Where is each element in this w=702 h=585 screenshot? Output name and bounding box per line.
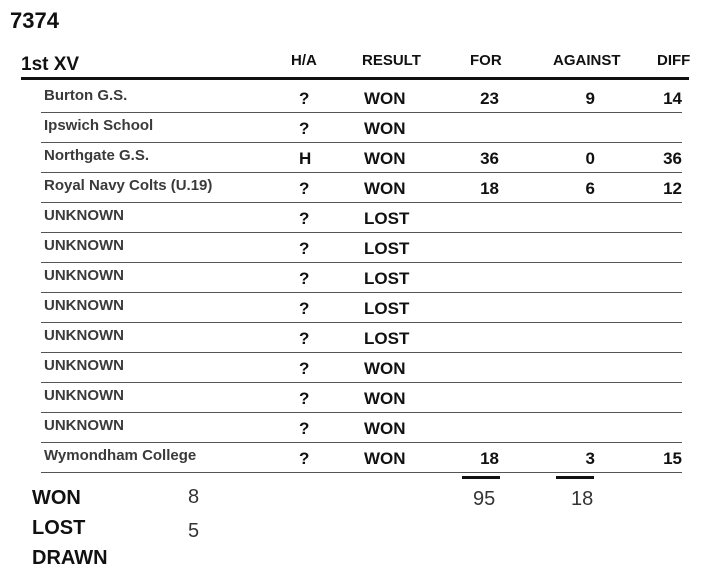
points-diff: 12 (663, 179, 682, 198)
opponent-name: UNKNOWN (44, 297, 124, 314)
header-for: FOR (470, 52, 502, 69)
table-row (41, 173, 682, 203)
table-row (41, 353, 682, 383)
points-diff: 14 (663, 89, 682, 108)
opponent-name: UNKNOWN (44, 387, 124, 404)
header-home-away: H/A (291, 52, 317, 69)
for-total-rule (462, 476, 500, 479)
header-diff: DIFF (657, 52, 691, 69)
result: WON (364, 449, 406, 468)
season-title: 7374 (10, 8, 59, 33)
team-name: 1st XV (21, 54, 80, 75)
summary-lost-label: LOST (32, 517, 86, 539)
table-row (41, 83, 682, 113)
opponent-name: UNKNOWN (44, 357, 124, 374)
result: LOST (364, 269, 410, 288)
table-row (41, 233, 682, 263)
home-away: H (299, 149, 312, 168)
summary-won-value: 8 (188, 486, 200, 508)
summary-lost-value: 5 (188, 520, 200, 542)
result: LOST (364, 209, 410, 228)
points-diff: 36 (663, 149, 682, 168)
points-against: 0 (585, 149, 595, 168)
home-away: ? (299, 329, 310, 348)
result: LOST (364, 299, 410, 318)
table-row (41, 413, 682, 443)
result: WON (364, 119, 406, 138)
points-for: 23 (480, 89, 499, 108)
points-diff: 15 (663, 449, 682, 468)
home-away: ? (299, 389, 310, 408)
result: WON (364, 89, 406, 108)
table-row (41, 263, 682, 293)
result: LOST (364, 239, 410, 258)
home-away: ? (299, 299, 310, 318)
table-row (41, 383, 682, 413)
header-divider (21, 77, 689, 80)
header-against: AGAINST (553, 52, 621, 69)
against-total: 18 (571, 488, 594, 510)
summary-drawn-label: DRAWN (32, 547, 108, 569)
table-row (41, 293, 682, 323)
opponent-name: Royal Navy Colts (U.19) (44, 177, 213, 194)
for-total: 95 (473, 488, 496, 510)
home-away: ? (299, 419, 310, 438)
points-for: 36 (480, 149, 499, 168)
result: WON (364, 179, 406, 198)
table-row (41, 323, 682, 353)
points-against: 3 (585, 449, 595, 468)
opponent-name: Burton G.S. (44, 87, 128, 104)
points-for: 18 (480, 449, 499, 468)
opponent-name: UNKNOWN (44, 237, 124, 254)
points-for: 18 (480, 179, 499, 198)
table-row (41, 443, 682, 473)
home-away: ? (299, 119, 310, 138)
opponent-name: Wymondham College (44, 447, 197, 464)
opponent-name: UNKNOWN (44, 207, 124, 224)
header-result: RESULT (362, 52, 421, 69)
home-away: ? (299, 269, 310, 288)
points-against: 9 (585, 89, 595, 108)
table-row (41, 143, 682, 173)
opponent-name: UNKNOWN (44, 417, 124, 434)
points-against: 6 (585, 179, 595, 198)
summary-won-label: WON (32, 487, 81, 509)
home-away: ? (299, 179, 310, 198)
result: WON (364, 389, 406, 408)
table-row (41, 203, 682, 233)
opponent-name: Northgate G.S. (44, 147, 150, 164)
against-total-rule (556, 476, 594, 479)
home-away: ? (299, 359, 310, 378)
home-away: ? (299, 89, 310, 108)
home-away: ? (299, 209, 310, 228)
result: WON (364, 359, 406, 378)
opponent-name: UNKNOWN (44, 327, 124, 344)
opponent-name: Ipswich School (44, 117, 154, 134)
home-away: ? (299, 239, 310, 258)
result: WON (364, 419, 406, 438)
opponent-name: UNKNOWN (44, 267, 124, 284)
table-row (41, 113, 682, 143)
home-away: ? (299, 449, 310, 468)
result: WON (364, 149, 406, 168)
results-table (41, 83, 682, 473)
result: LOST (364, 329, 410, 348)
